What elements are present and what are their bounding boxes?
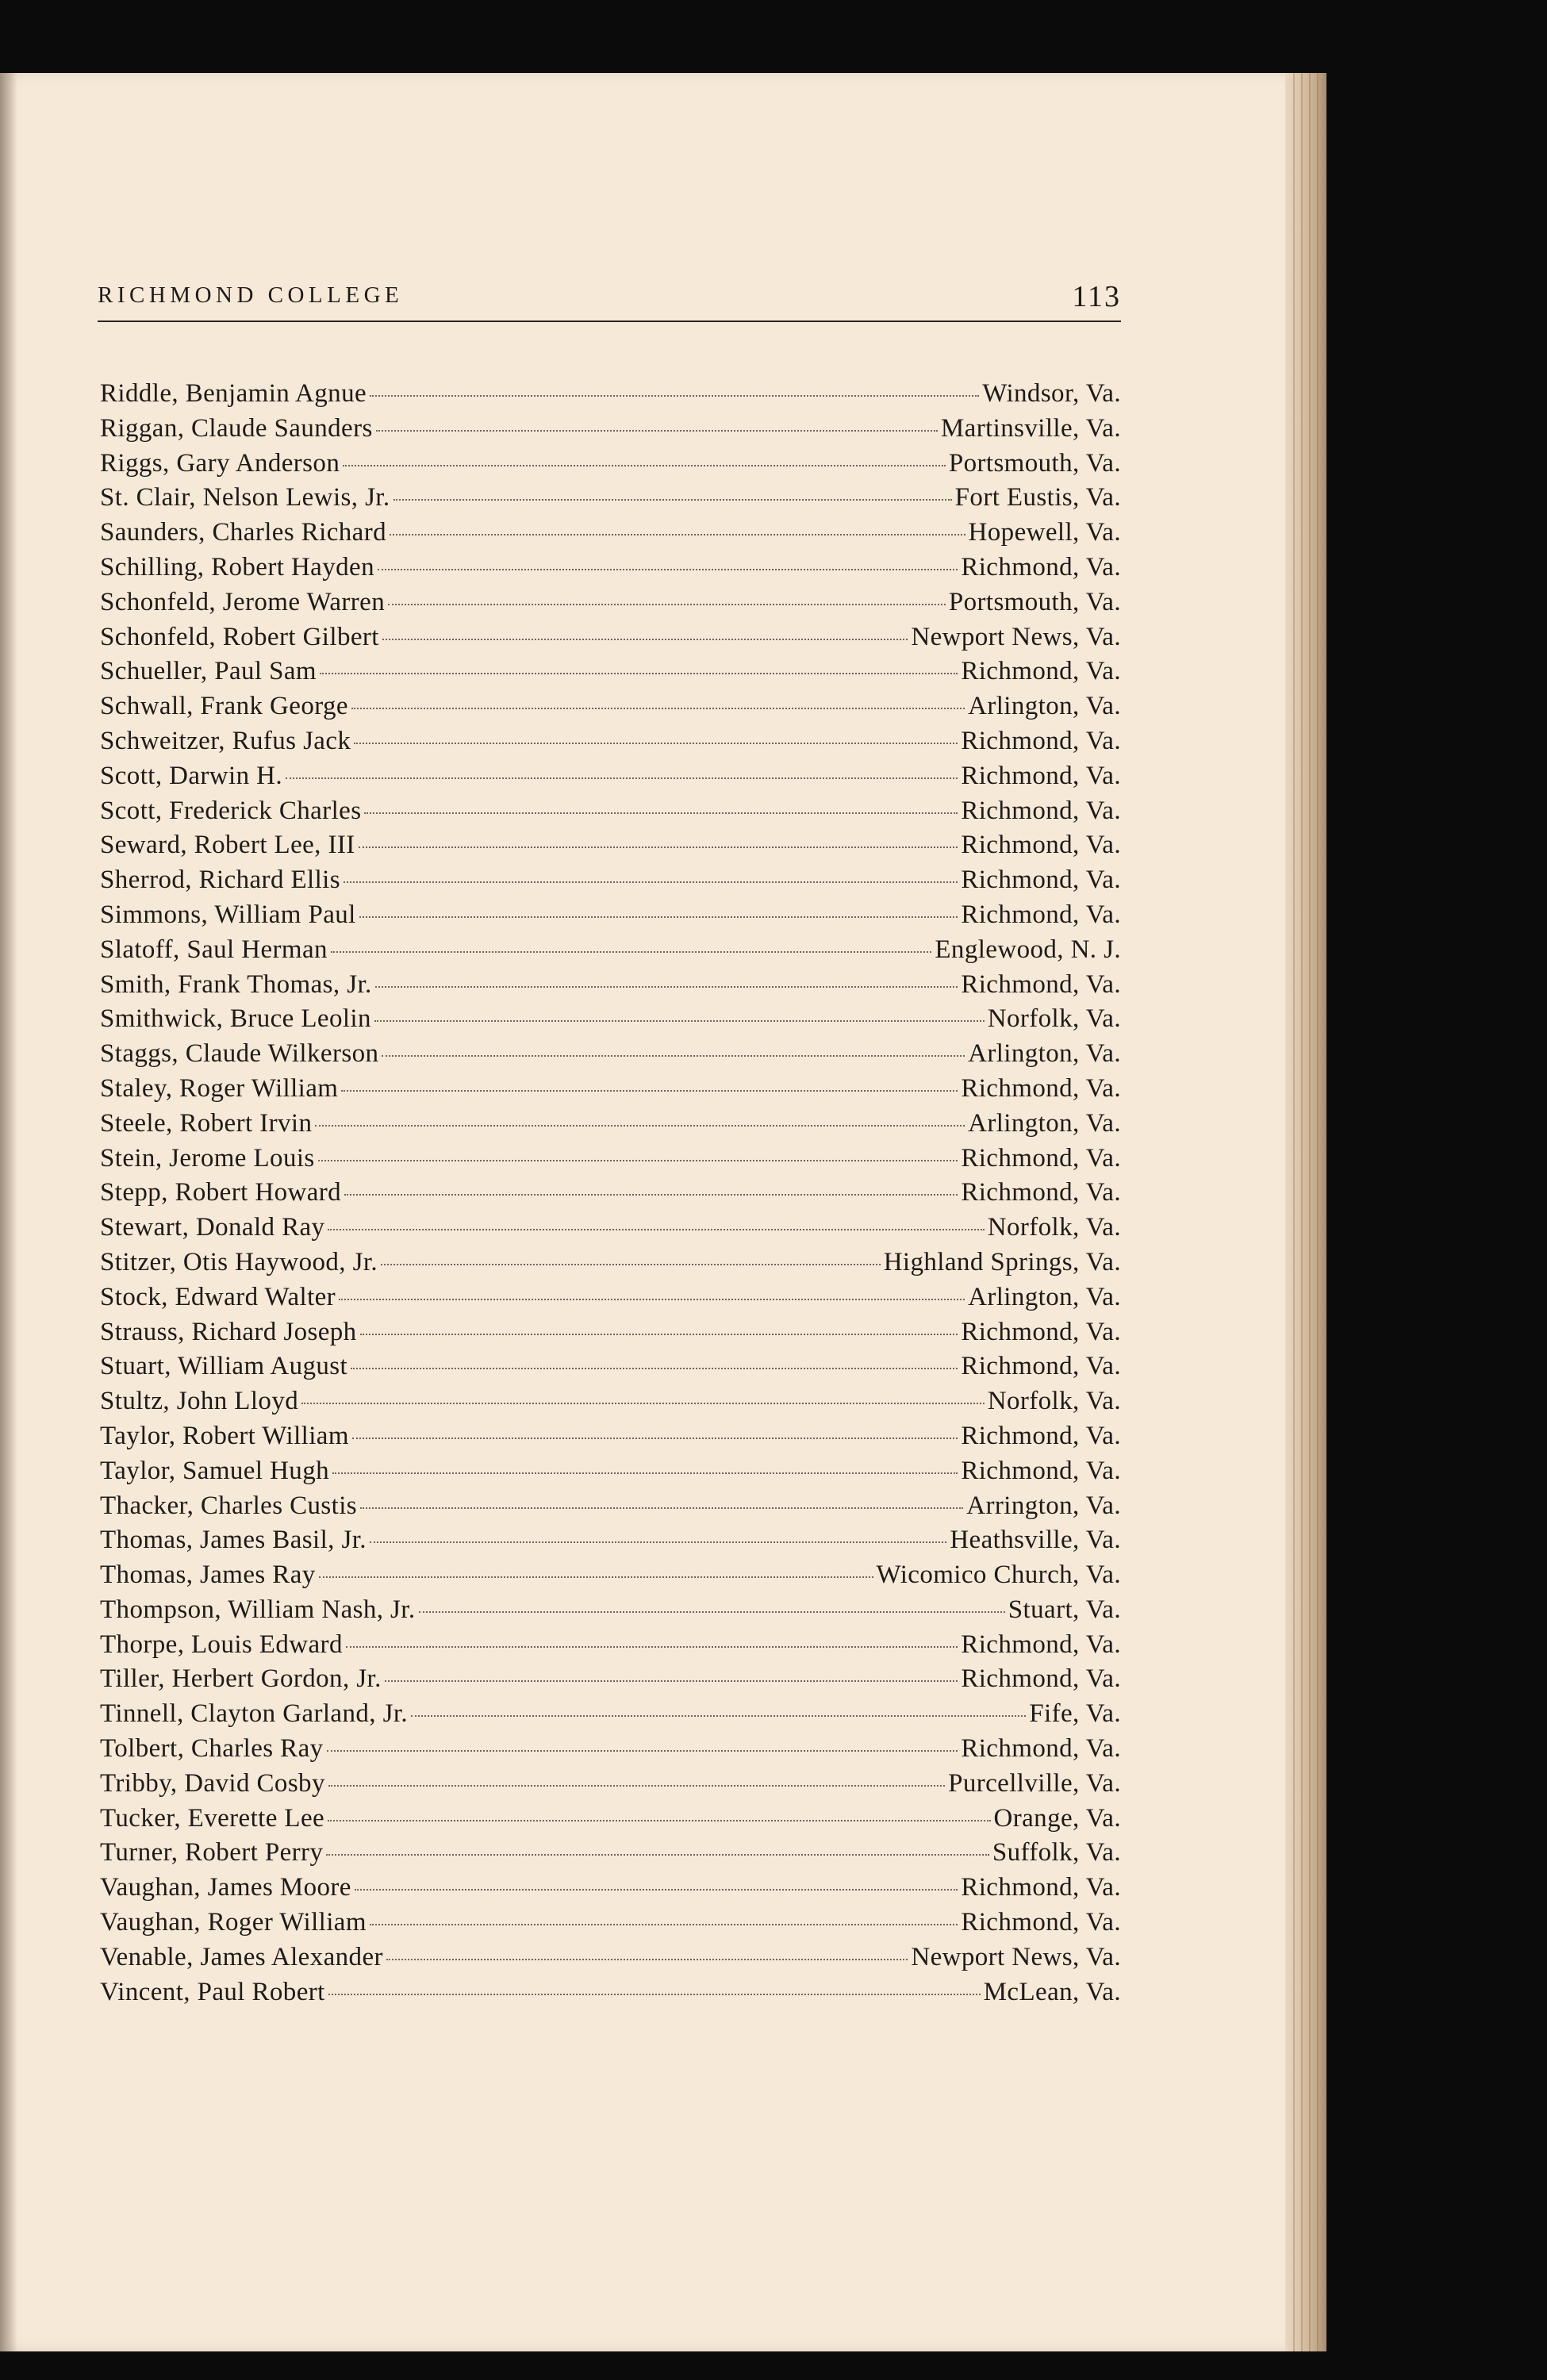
list-item <box>100 1178 1121 1213</box>
student-name: Tribby, David Cosby <box>100 1768 325 1798</box>
list-item <box>100 1457 1121 1491</box>
student-name: Vaughan, James Moore <box>100 1873 351 1902</box>
student-name: Tolbert, Charles Ray <box>100 1734 324 1764</box>
student-name: Staley, Roger William <box>100 1073 339 1103</box>
dot-leader <box>344 1194 958 1196</box>
student-name: Tinnell, Clayton Garland, Jr. <box>100 1699 409 1729</box>
list-item <box>100 1422 1121 1457</box>
student-name: Slatoff, Saul Herman <box>100 935 328 964</box>
student-name: Staggs, Claude Wilkerson <box>100 1039 379 1069</box>
list-item <box>100 900 1121 935</box>
student-name: Stitzer, Otis Haywood, Jr. <box>100 1247 378 1276</box>
student-name: Venable, James Alexander <box>100 1942 383 1971</box>
dot-leader <box>315 1125 965 1127</box>
dot-leader <box>359 846 958 848</box>
list-item <box>100 1526 1121 1560</box>
student-name: Thomas, James Basil, Jr. <box>100 1526 367 1555</box>
hometown: Richmond, Va. <box>961 1664 1121 1694</box>
dot-leader <box>352 1438 958 1439</box>
dot-leader <box>286 777 958 779</box>
dot-leader <box>318 1160 958 1161</box>
student-name: St. Clair, Nelson Lewis, Jr. <box>100 483 390 512</box>
dot-leader <box>359 916 958 918</box>
dot-leader <box>376 430 938 432</box>
student-name: Schueller, Paul Sam <box>100 657 317 686</box>
hometown: Richmond, Va. <box>961 1317 1121 1346</box>
dot-leader <box>381 1264 881 1265</box>
list-item <box>100 1873 1121 1908</box>
student-name: Stuart, William August <box>100 1352 348 1381</box>
student-name: Riddle, Benjamin Agnue <box>100 379 367 408</box>
student-name: Scott, Frederick Charles <box>100 796 362 825</box>
hometown: Richmond, Va. <box>961 1421 1121 1450</box>
header-rule <box>98 321 1121 322</box>
list-item <box>100 1595 1121 1630</box>
dot-leader <box>370 1541 946 1543</box>
list-item <box>100 1352 1121 1387</box>
hometown: Richmond, Va. <box>961 969 1121 999</box>
student-directory-list <box>100 379 1121 2012</box>
list-item <box>100 1699 1121 1734</box>
student-name: Scott, Darwin H. <box>100 761 283 790</box>
dot-leader <box>364 812 958 814</box>
student-name: Saunders, Charles Richard <box>100 518 386 547</box>
student-name: Smith, Frank Thomas, Jr. <box>100 969 372 999</box>
student-name: Schonfeld, Robert Gilbert <box>100 622 379 651</box>
student-name: Vaughan, Roger William <box>100 1908 367 1937</box>
student-name: Thompson, William Nash, Jr. <box>100 1595 416 1624</box>
hometown: Richmond, Va. <box>961 1073 1121 1103</box>
hometown: Richmond, Va. <box>961 1143 1121 1173</box>
hometown: Highland Springs, Va. <box>883 1247 1121 1276</box>
hometown: Heathsville, Va. <box>950 1526 1121 1555</box>
hometown: Norfolk, Va. <box>987 1387 1121 1416</box>
student-name: Schonfeld, Jerome Warren <box>100 587 386 616</box>
dot-leader <box>344 881 958 883</box>
hometown: Arlington, Va. <box>968 1282 1121 1311</box>
hometown: Purcellville, Va. <box>948 1768 1121 1798</box>
dot-leader <box>331 951 931 953</box>
list-item <box>100 553 1121 588</box>
list-item <box>100 1560 1121 1595</box>
list-item <box>100 1039 1121 1074</box>
hometown: Martinsville, Va. <box>940 413 1121 443</box>
hometown: Hopewell, Va. <box>968 518 1121 547</box>
dot-leader <box>378 569 958 570</box>
student-name: Schwall, Frank George <box>100 692 348 721</box>
list-item <box>100 1769 1121 1804</box>
hometown: Portsmouth, Va. <box>948 448 1121 478</box>
dot-leader <box>320 673 958 674</box>
list-item <box>100 727 1121 762</box>
student-name: Tiller, Herbert Gordon, Jr. <box>100 1664 382 1694</box>
dot-leader <box>411 1715 1026 1717</box>
hometown: Stuart, Va. <box>1008 1595 1121 1624</box>
student-name: Stein, Jerome Louis <box>100 1143 315 1173</box>
student-name: Schilling, Robert Hayden <box>100 552 374 582</box>
binding-shadow <box>0 73 17 2351</box>
student-name: Turner, Robert Perry <box>100 1838 324 1868</box>
hometown: Suffolk, Va. <box>992 1838 1121 1868</box>
dot-leader <box>343 465 946 466</box>
list-item <box>100 588 1121 623</box>
student-name: Stepp, Robert Howard <box>100 1178 342 1207</box>
dot-leader <box>390 534 965 536</box>
list-item <box>100 1630 1121 1665</box>
list-item <box>100 866 1121 900</box>
hometown: Richmond, Va. <box>961 657 1121 686</box>
dot-leader <box>386 1959 908 1960</box>
list-item <box>100 1144 1121 1179</box>
list-item <box>100 1004 1121 1039</box>
dot-leader <box>370 395 979 397</box>
hometown: Richmond, Va. <box>961 866 1121 895</box>
dot-leader <box>328 1229 984 1230</box>
student-name: Thomas, James Ray <box>100 1560 316 1590</box>
student-name: Strauss, Richard Joseph <box>100 1317 357 1346</box>
list-item <box>100 1908 1121 1943</box>
student-name: Stewart, Donald Ray <box>100 1213 325 1242</box>
hometown: Richmond, Va. <box>961 831 1121 860</box>
student-name: Seward, Robert Lee, III <box>100 831 355 860</box>
hometown: Windsor, Va. <box>982 379 1121 408</box>
hometown: Richmond, Va. <box>961 1456 1121 1485</box>
list-item <box>100 449 1121 484</box>
student-name: Simmons, William Paul <box>100 900 356 929</box>
list-item <box>100 379 1121 414</box>
hometown: Richmond, Va. <box>961 1178 1121 1207</box>
list-item <box>100 483 1121 518</box>
running-head <box>98 279 1121 317</box>
dot-leader <box>382 639 908 640</box>
hometown: Richmond, Va. <box>961 1352 1121 1381</box>
dot-leader <box>370 1924 958 1925</box>
student-name: Thorpe, Louis Edward <box>100 1630 343 1659</box>
list-item <box>100 970 1121 1005</box>
hometown: Richmond, Va. <box>961 1734 1121 1764</box>
hometown: Arlington, Va. <box>968 1108 1121 1138</box>
list-item <box>100 1491 1121 1526</box>
student-name: Vincent, Paul Robert <box>100 1977 325 2006</box>
student-name: Tucker, Everette Lee <box>100 1803 325 1833</box>
student-name: Schweitzer, Rufus Jack <box>100 726 351 755</box>
dot-leader <box>355 1889 958 1891</box>
dot-leader <box>385 1680 958 1682</box>
dot-leader <box>360 1334 958 1335</box>
dot-leader <box>326 1854 988 1856</box>
hometown: Richmond, Va. <box>961 552 1121 582</box>
student-name: Riggs, Gary Anderson <box>100 448 340 478</box>
page-number: 113 <box>1072 280 1121 313</box>
hometown: Arlington, Va. <box>968 692 1121 721</box>
dot-leader <box>341 1090 958 1092</box>
hometown: Richmond, Va. <box>961 1630 1121 1659</box>
hometown: Newport News, Va. <box>911 1942 1121 1971</box>
dot-leader <box>328 1820 990 1821</box>
dot-leader <box>393 499 952 501</box>
dot-leader <box>360 1507 963 1509</box>
hometown: Norfolk, Va. <box>987 1004 1121 1034</box>
dot-leader <box>374 1020 985 1022</box>
list-item <box>100 797 1121 831</box>
list-item <box>100 1804 1121 1839</box>
dot-leader <box>332 1472 958 1474</box>
dot-leader <box>375 986 958 988</box>
list-item <box>100 1943 1121 1978</box>
hometown: McLean, Va. <box>983 1977 1121 2006</box>
list-item <box>100 935 1121 970</box>
list-item <box>100 1074 1121 1109</box>
list-item <box>100 692 1121 727</box>
hometown: Arlington, Va. <box>968 1039 1121 1069</box>
dot-leader <box>328 1785 945 1787</box>
hometown: Norfolk, Va. <box>987 1213 1121 1242</box>
list-item <box>100 1283 1121 1318</box>
dot-leader <box>328 1994 981 1995</box>
list-item <box>100 1318 1121 1353</box>
hometown: Richmond, Va. <box>961 796 1121 825</box>
list-item <box>100 1838 1121 1873</box>
hometown: Orange, Va. <box>993 1803 1121 1833</box>
hometown: Richmond, Va. <box>961 900 1121 929</box>
hometown: Richmond, Va. <box>961 1873 1121 1902</box>
dot-leader <box>351 1368 958 1369</box>
list-item <box>100 623 1121 658</box>
student-name: Sherrod, Richard Ellis <box>100 866 340 895</box>
hometown: Richmond, Va. <box>961 761 1121 790</box>
hometown: Arrington, Va. <box>966 1491 1121 1520</box>
list-item <box>100 1213 1121 1248</box>
student-name: Taylor, Samuel Hugh <box>100 1456 330 1485</box>
dot-leader <box>339 1299 965 1300</box>
page-edges <box>1285 73 1326 2351</box>
running-title: RICHMOND COLLEGE <box>98 282 404 308</box>
hometown: Richmond, Va. <box>961 1908 1121 1937</box>
dot-leader <box>419 1611 1005 1613</box>
student-name: Steele, Robert Irvin <box>100 1108 313 1138</box>
dot-leader <box>351 708 965 709</box>
list-item <box>100 762 1121 797</box>
list-item <box>100 1109 1121 1144</box>
dot-leader <box>388 604 946 605</box>
list-item <box>100 1978 1121 2013</box>
hometown: Newport News, Va. <box>911 622 1121 651</box>
hometown: Richmond, Va. <box>961 726 1121 755</box>
dot-leader <box>382 1055 965 1057</box>
list-item <box>100 1664 1121 1699</box>
dot-leader <box>301 1403 985 1404</box>
list-item <box>100 831 1121 866</box>
student-name: Riggan, Claude Saunders <box>100 413 373 443</box>
list-item <box>100 1734 1121 1769</box>
list-item <box>100 414 1121 449</box>
hometown: Fife, Va. <box>1029 1699 1121 1729</box>
hometown: Fort Eustis, Va. <box>954 483 1121 512</box>
list-item <box>100 1387 1121 1422</box>
dot-leader <box>346 1646 958 1648</box>
hometown: Portsmouth, Va. <box>948 587 1121 616</box>
list-item <box>100 518 1121 553</box>
dot-leader <box>327 1750 958 1752</box>
hometown: Englewood, N. J. <box>935 935 1121 964</box>
list-item <box>100 657 1121 692</box>
list-item <box>100 1248 1121 1283</box>
dot-leader <box>319 1576 873 1578</box>
student-name: Smithwick, Bruce Leolin <box>100 1004 371 1034</box>
student-name: Stultz, John Lloyd <box>100 1387 299 1416</box>
hometown: Wicomico Church, Va. <box>876 1560 1121 1590</box>
student-name: Taylor, Robert William <box>100 1421 349 1450</box>
student-name: Stock, Edward Walter <box>100 1282 336 1311</box>
dot-leader <box>354 743 958 744</box>
student-name: Thacker, Charles Custis <box>100 1491 358 1520</box>
